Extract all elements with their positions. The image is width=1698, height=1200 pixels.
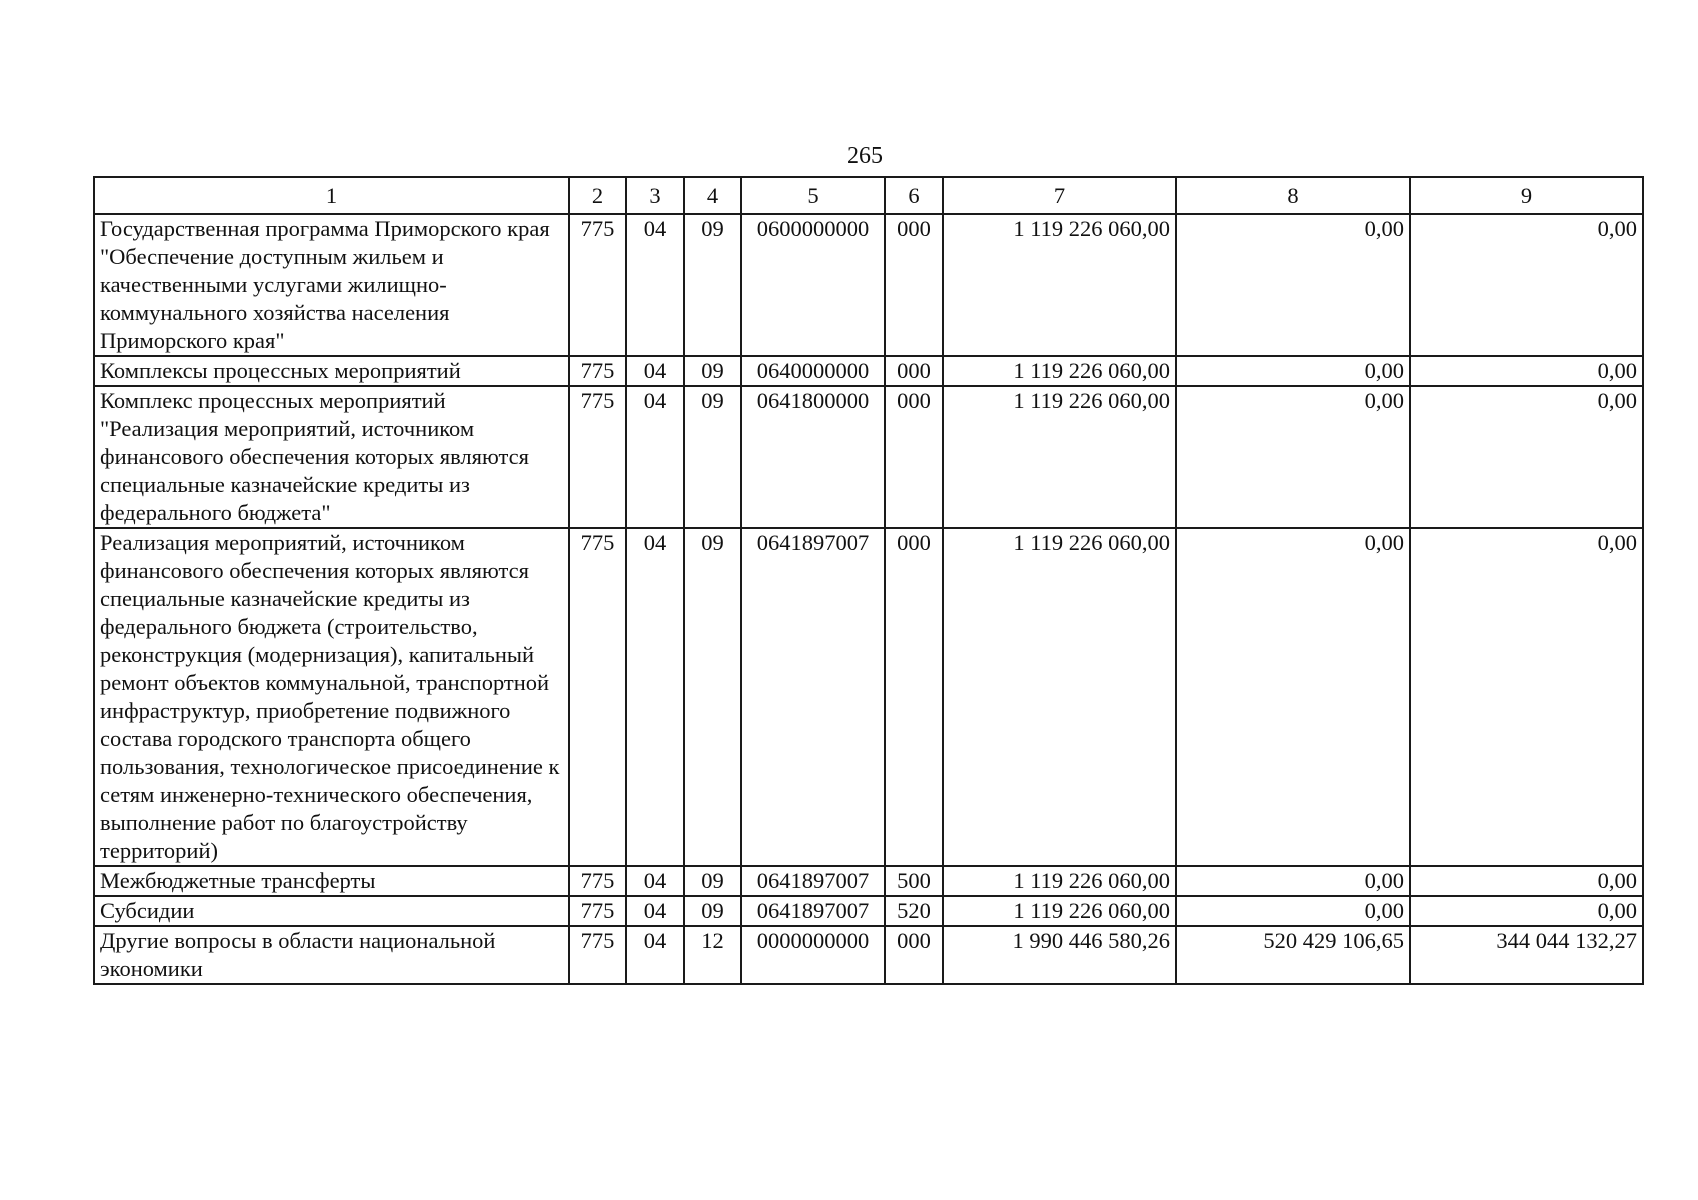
code-cell: 04 — [626, 356, 684, 386]
code-cell: 09 — [684, 528, 741, 866]
header-cell: 2 — [569, 177, 626, 214]
code-cell: 09 — [684, 386, 741, 528]
code-cell: 04 — [626, 926, 684, 984]
code-cell: 09 — [684, 896, 741, 926]
code-cell: 000 — [885, 926, 943, 984]
table-row — [94, 896, 1643, 926]
code-cell: 0600000000 — [741, 214, 885, 356]
code-cell: 0000000000 — [741, 926, 885, 984]
amount-cell: 1 990 446 580,26 — [943, 926, 1176, 984]
code-cell: 04 — [626, 866, 684, 896]
row-name: Межбюджетные трансферты — [94, 866, 569, 896]
amount-cell: 0,00 — [1410, 356, 1643, 386]
row-name: Другие вопросы в области национальной экономики — [94, 926, 569, 984]
amount-cell: 0,00 — [1176, 866, 1410, 896]
code-cell: 09 — [684, 356, 741, 386]
amount-cell: 0,00 — [1410, 896, 1643, 926]
amount-cell: 1 119 226 060,00 — [943, 356, 1176, 386]
amount-cell: 0,00 — [1176, 214, 1410, 356]
code-cell: 04 — [626, 214, 684, 356]
row-name: Комплексы процессных мероприятий — [94, 356, 569, 386]
code-cell: 09 — [684, 214, 741, 356]
code-cell: 775 — [569, 866, 626, 896]
table-row — [94, 866, 1643, 896]
amount-cell: 0,00 — [1410, 386, 1643, 528]
amount-cell: 0,00 — [1176, 356, 1410, 386]
code-cell: 500 — [885, 866, 943, 896]
amount-cell: 0,00 — [1176, 528, 1410, 866]
header-cell: 3 — [626, 177, 684, 214]
amount-cell: 0,00 — [1176, 896, 1410, 926]
row-name: Государственная программа Приморского края "Обеспечение доступным жильем и качественными услугами жилищно-коммунального хозяйства населения Приморского края" — [94, 214, 569, 356]
page-number: 265 — [847, 143, 883, 169]
header-cell: 1 — [94, 177, 569, 214]
amount-cell: 0,00 — [1176, 386, 1410, 528]
row-name: Реализация мероприятий, источником финансового обеспечения которых являются специальные казначейские кредиты из федерального бюджета (строительство, реконструкция (модернизация), капитальный ремонт объектов коммунальной, транспортной инфраструктур, приобретение подвижного состава городского транспорта общего пользования, технологическое присоединение к сетям инженерно-технического обеспечения, выполнение работ по благоустройству территорий) — [94, 528, 569, 866]
code-cell: 775 — [569, 528, 626, 866]
budget-table — [93, 176, 1644, 985]
amount-cell: 344 044 132,27 — [1410, 926, 1643, 984]
code-cell: 775 — [569, 926, 626, 984]
table-row — [94, 356, 1643, 386]
amount-cell: 0,00 — [1410, 214, 1643, 356]
code-cell: 000 — [885, 214, 943, 356]
header-cell: 9 — [1410, 177, 1643, 214]
code-cell: 0641897007 — [741, 896, 885, 926]
code-cell: 0640000000 — [741, 356, 885, 386]
row-name: Субсидии — [94, 896, 569, 926]
code-cell: 12 — [684, 926, 741, 984]
table-row — [94, 528, 1643, 866]
row-name: Комплекс процессных мероприятий "Реализация мероприятий, источником финансового обеспечения которых являются специальные казначейские кредиты из федерального бюджета" — [94, 386, 569, 528]
table-row — [94, 926, 1643, 984]
table-row — [94, 214, 1643, 356]
header-cell: 8 — [1176, 177, 1410, 214]
code-cell: 0641800000 — [741, 386, 885, 528]
table-row — [94, 386, 1643, 528]
amount-cell: 1 119 226 060,00 — [943, 896, 1176, 926]
amount-cell: 0,00 — [1410, 866, 1643, 896]
header-cell: 5 — [741, 177, 885, 214]
code-cell: 000 — [885, 356, 943, 386]
code-cell: 04 — [626, 528, 684, 866]
code-cell: 04 — [626, 386, 684, 528]
code-cell: 09 — [684, 866, 741, 896]
header-cell: 7 — [943, 177, 1176, 214]
amount-cell: 0,00 — [1410, 528, 1643, 866]
code-cell: 775 — [569, 896, 626, 926]
code-cell: 0641897007 — [741, 528, 885, 866]
code-cell: 000 — [885, 386, 943, 528]
amount-cell: 1 119 226 060,00 — [943, 528, 1176, 866]
code-cell: 775 — [569, 356, 626, 386]
code-cell: 0641897007 — [741, 866, 885, 896]
code-cell: 000 — [885, 528, 943, 866]
code-cell: 775 — [569, 214, 626, 356]
code-cell: 04 — [626, 896, 684, 926]
code-cell: 520 — [885, 896, 943, 926]
header-cell: 4 — [684, 177, 741, 214]
amount-cell: 1 119 226 060,00 — [943, 866, 1176, 896]
amount-cell: 1 119 226 060,00 — [943, 214, 1176, 356]
header-cell: 6 — [885, 177, 943, 214]
amount-cell: 520 429 106,65 — [1176, 926, 1410, 984]
code-cell: 775 — [569, 386, 626, 528]
amount-cell: 1 119 226 060,00 — [943, 386, 1176, 528]
header-row — [94, 177, 1643, 214]
